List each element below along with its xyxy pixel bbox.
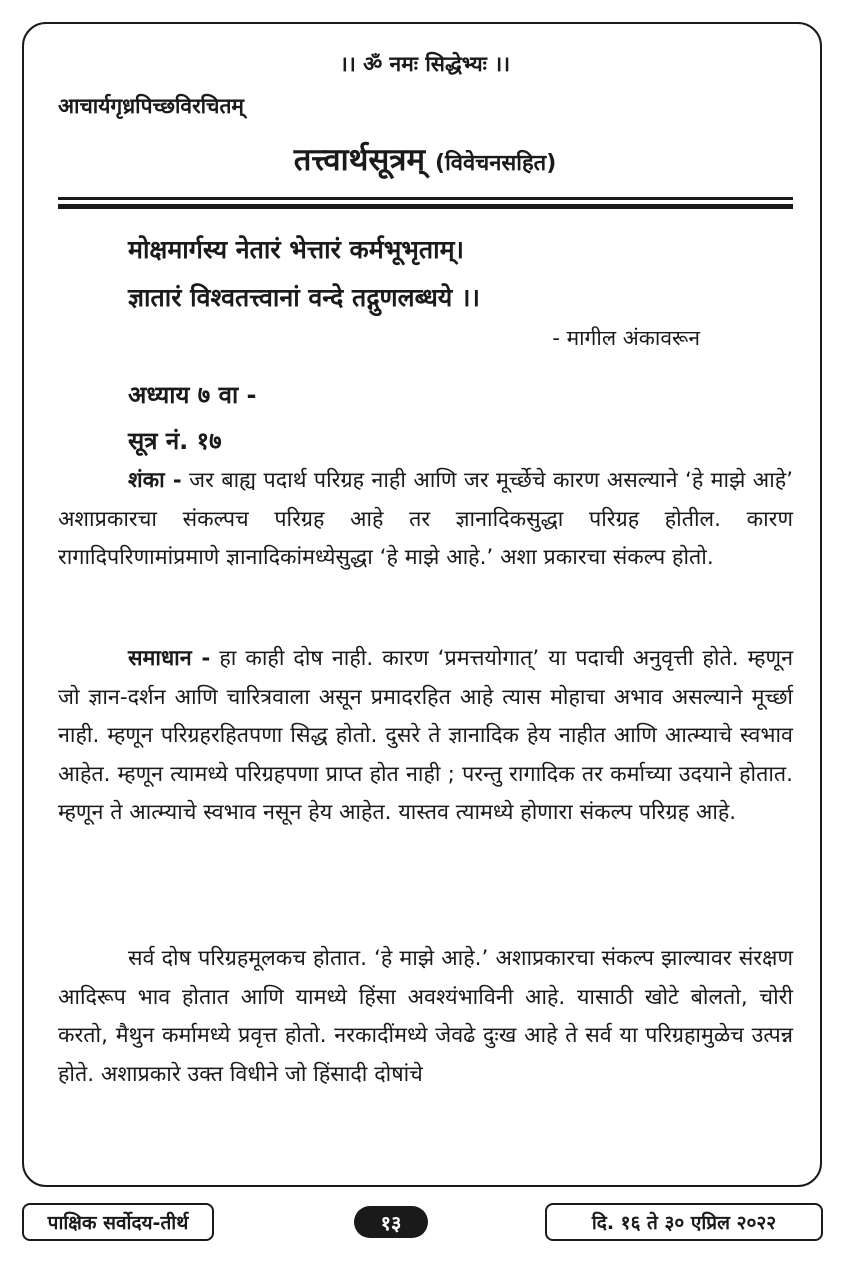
doubt-text: जर बाह्य पदार्थ परिग्रह नाही आणि जर मूर्च्छेचे कारण असल्याने ‘हे माझे आहे’ अशाप्रकारचा संकल्पच परिग्रह आहे तर ज्ञानादिकसुद्धा परिग्रह होतील. कारण रागादिपरिणामांप्रमाणे ज्ञानादिकांमध्येसुद्धा ‘हे माझे आहे.’ अशा प्रकारचा संकल्प होतो.	[58, 468, 794, 571]
footer-publication: पाक्षिक सर्वोदय-तीर्थ	[22, 1203, 214, 1241]
paragraph-answer	[58, 640, 793, 833]
invocation: ।। ॐ नमः सिद्धेभ्यः ।।	[339, 52, 511, 76]
sutra-heading: सूत्र नं. १७	[128, 427, 222, 455]
chapter-heading: अध्याय ७ वा -	[128, 381, 257, 409]
author-line: आचार्यगृध्रपिच्छविरचितम्	[58, 94, 244, 118]
verse-source: - मागील अंकावरून	[552, 326, 700, 350]
footer-date: दि. १६ ते ३० एप्रिल २०२२	[545, 1203, 823, 1241]
page-subtitle: (विवेचनसहित)	[435, 151, 557, 176]
doubt-label: शंका -	[128, 468, 182, 493]
paragraph-doubt	[58, 462, 793, 578]
verse-line-1: मोक्षमार्गस्य नेतारं भेत्तारं कर्मभूभृताम्।	[128, 235, 465, 264]
page-title: तत्त्वार्थसूत्रम्	[293, 142, 426, 178]
title-rule-thin	[58, 197, 793, 200]
answer-text: हा काही दोष नाही. कारण ‘प्रमत्तयोगात्’ या पदाची अनुवृत्ती होते. म्हणून जो ज्ञान-दर्शन आणि चारित्रवाला असून प्रमादरहित आहे त्यास मोहाचा अभाव असल्याने मूर्च्छा नाही. म्हणून परिग्रहरहितपणा सिद्ध होतो. दुसरे ते ज्ञानादिक हेय नाहीत आणि आत्म्याचे स्वभाव आहेत. म्हणून त्यामध्ये परिग्रहपणा प्राप्त होत नाही ; परन्तु रागादिक तर कर्माच्या उदयाने होतात. म्हणून ते आत्म्याचे स्वभाव नसून हेय आहेत. यास्तव त्यामध्ये होणारा संकल्प परिग्रह आहे.	[58, 646, 794, 826]
answer-label: समाधान -	[128, 646, 211, 671]
title-line	[0, 138, 850, 180]
page-number: १३	[354, 1206, 428, 1238]
verse-line-2: ज्ञातारं विश्वतत्त्वानां वन्दे तद्गुणलब्धये ।।	[128, 283, 480, 312]
conclusion-text: सर्व दोष परिग्रहमूलकच होतात. ‘हे माझे आहे.’ अशाप्रकारचा संकल्प झाल्यावर संरक्षण आदिरूप भाव होतात आणि यामध्ये हिंसा अवश्यंभाविनी आहे. यासाठी खोटे बोलतो, चोरी करतो, मैथुन कर्मामध्ये प्रवृत्त होतो. नरकादींमध्ये जेवढे दुःख आहे ते सर्व या परिग्रहामुळेच उत्पन्न होते. अशाप्रकारे उक्त विधीने जो हिंसादी दोषांचे	[58, 946, 793, 1087]
paragraph-conclusion	[58, 940, 793, 1094]
title-rule-thick	[58, 204, 793, 209]
